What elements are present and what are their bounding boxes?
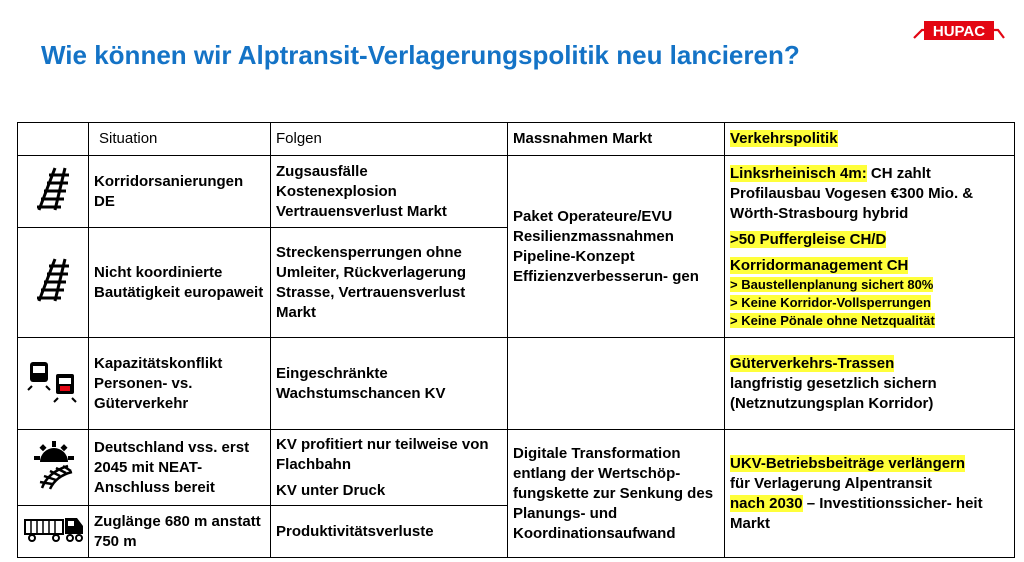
massnahmen-cell-2: Digitale Transformation entlang der Wertschöp- fungskette zur Senkung des Planungs- und Koordinationsaufwand: [508, 430, 725, 558]
table-header-row: [18, 123, 1015, 156]
logo-text: HUPAC: [932, 23, 986, 40]
railway-track-icon: [18, 156, 89, 228]
header-situation: Situation: [89, 123, 271, 156]
bullet-text: > Keine Korridor-Vollsperrungen: [730, 294, 931, 310]
massnahmen-cell-1: Paket Operateure/EVU Resilienzmassnahmen Pipeline-Konzept Effizienzverbesserun- gen: [508, 156, 725, 338]
politik-linksrheinisch: [730, 164, 1009, 224]
highlight-korridormanagement: Korridormanagement CH: [730, 256, 909, 274]
bullet-text: > Baustellenplanung sichert 80%: [730, 276, 934, 292]
highlight-gueterverkehrs-trassen: Güterverkehrs-Trassen: [730, 354, 895, 372]
folgen-line: Vertrauensverlust Markt: [276, 202, 447, 220]
track-construction-gear-icon: [18, 430, 89, 506]
verkehrspolitik-cell-3: [725, 430, 1015, 558]
folgen-cell: Produktivitätsverluste: [271, 506, 508, 558]
bullet-text: > Keine Pönale ohne Netzqualität: [730, 312, 935, 328]
passenger-freight-trains-icon: [18, 338, 89, 430]
situation-cell: Zuglänge 680 m anstatt 750 m: [89, 506, 271, 558]
table-row: [18, 338, 1015, 430]
situation-cell: Korridorsanierungen DE: [89, 156, 271, 228]
bullet-item: [730, 276, 1009, 294]
verkehrspolitik-cell-2: [725, 338, 1015, 430]
header-icon-cell: [18, 123, 89, 156]
trassen-text: langfristig gesetzlich sichern (Netznutzungsplan Korridor): [730, 374, 937, 412]
folgen-line: Kostenexplosion: [276, 182, 397, 200]
situation-cell: Nicht koordinierte Bautätigkeit europaweit: [89, 228, 271, 338]
railway-track-icon: [18, 228, 89, 338]
header-massnahmen: Massnahmen Markt: [508, 123, 725, 156]
table-row: [18, 430, 1015, 506]
folgen-line: Zugsausfälle: [276, 162, 368, 180]
folgen-cell: Streckensperrungen ohne Umleiter, Rückverlagerung Strasse, Vertrauensverlust Markt: [271, 228, 508, 338]
verkehrspolitik-cell-1: [725, 156, 1015, 338]
highlight-ukv-betriebsbeitraege: UKV-Betriebsbeiträge verlängern: [730, 454, 966, 472]
politik-puffer: [730, 230, 1009, 250]
highlight-linksrheinisch: Linksrheinisch 4m:: [730, 164, 867, 182]
massnahmen-empty-cell: [508, 338, 725, 430]
linksrheinisch-text: CH zahlt Profilausbau Vogesen €300 Mio. & Wörth-Strasbourg hybrid: [730, 164, 974, 222]
page-title: Wie können wir Alptransit-Verlagerungspolitik neu lancieren?: [41, 40, 800, 70]
folgen-cell: Eingeschränkte Wachstumschancen KV: [271, 338, 508, 430]
table-row: [18, 156, 1015, 228]
highlight-nach-2030: nach 2030: [730, 494, 803, 512]
measures-table: [17, 122, 1015, 558]
politik-korridor: [730, 256, 1009, 276]
freight-train-icon: [18, 506, 89, 558]
header-folgen: Folgen: [271, 123, 508, 156]
folgen-line: KV profitiert nur teilweise von Flachbahn: [276, 435, 489, 473]
situation-cell: Deutschland vss. erst 2045 mit NEAT-Anschluss bereit: [89, 430, 271, 506]
folgen-cell: [271, 156, 508, 228]
situation-cell: Kapazitätskonflikt Personen- vs. Güterverkehr: [89, 338, 271, 430]
korridor-bullets: [730, 276, 1009, 330]
investitionssicherheit-text: – Investitionssicher- heit Markt: [730, 494, 983, 532]
ukv-text: für Verlagerung Alpentransit: [730, 474, 932, 492]
highlight-puffergleise: >50 Puffergleise CH/D: [730, 230, 887, 248]
folgen-cell: [271, 430, 508, 506]
bullet-item: [730, 312, 1009, 330]
header-verkehrspolitik: [725, 123, 1015, 156]
bullet-item: [730, 294, 1009, 312]
ukv-line: [730, 494, 1009, 534]
folgen-line: KV unter Druck: [276, 481, 386, 499]
header-verkehrspolitik-text: Verkehrspolitik: [730, 130, 838, 147]
hupac-logo: [912, 18, 1006, 48]
